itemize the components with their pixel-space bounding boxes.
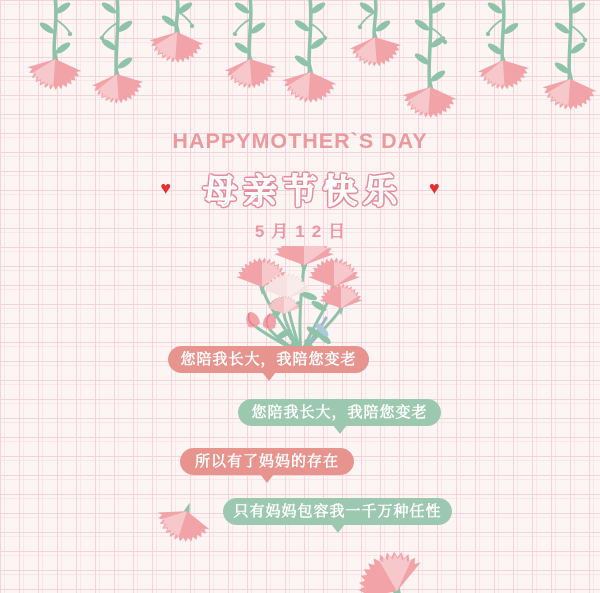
banner-message: 您陪我长大，我陪您变老 xyxy=(238,399,441,426)
carnation-bouquet-icon xyxy=(214,246,386,358)
date-text: 5月12日 xyxy=(254,222,353,241)
subtitle-text: HAPPYMOTHER`S DAY xyxy=(172,129,428,153)
page-title: 母亲节快乐 xyxy=(203,172,403,211)
title-row xyxy=(0,163,600,213)
banner-message: 您陪我长大，我陪您变老 xyxy=(168,346,369,373)
banner-message: 所以有了妈妈的存在 xyxy=(180,448,354,475)
small-carnation-icon xyxy=(340,538,436,593)
heart-icon: ♥ xyxy=(429,178,440,198)
heart-icon: ♥ xyxy=(160,178,171,198)
banner-message: 只有妈妈包容我一千万种任性 xyxy=(223,498,452,525)
small-carnation-icon xyxy=(148,490,224,552)
hanging-carnations-icon xyxy=(0,0,600,126)
